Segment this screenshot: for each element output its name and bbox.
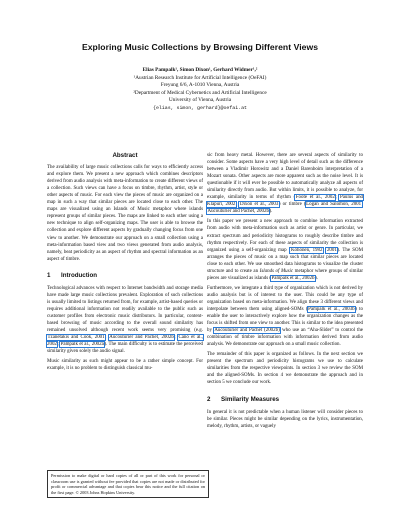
left-column [47,152,203,375]
citation-link[interactable]: Cano et al., 2002 [47,335,203,348]
paper-title: Exploring Music Collections by Browsing Different Views [81,42,319,52]
affiliation-1: ¹Austrian Research Institute for Artificial Intelligence (OeFAI) [133,74,267,81]
citation-link[interactable]: Pampalk et al., 2002a [60,342,104,348]
author-block [0,67,400,113]
citation-link[interactable]: Dixon et al., 2003 [239,202,279,208]
section-2-heading [207,396,363,403]
abstract-heading: Abstract [112,152,138,159]
copyright-footnote: Permission to make digital or hard copies of all or part of this work for personal or classroom use is granted without fee provided that copies are not made or distributed for profit or commercial advantage and that copies bear this notice and the full citation on the first page. © 2003 Johns Hopkins University. [47,470,209,498]
address-1: Freyung 6/6, A-1010 Vienna, Austria [160,82,240,89]
right-paragraph-3: Furthermore, we integrate a third type of organization which is not derived by audio analysis but is of interest to the user. This could be any type of organization based on meta-information. We align these 3 different views and interpolate between them using aligned-SOMs (Pampalk et al., 2003b) to enable the user to interactively explore how the organization changes as the focus is shifted from one view to another. This is similar to the idea presented by Aucouturier and Pachet (2002b) who use an “Aha-Slider” to control the combination of timbre information with information derived from audio analysis. We demonstrate our approach on a small music collection. [207,285,363,348]
right-paragraph-1: sic from heavy metal. However, there are several aspects of similarity to consider. Some aspects have a very high level of detail such as the difference between a Vladimir Horowitz and a Daniel Barenboim interpretation of a Mozart sonata. Other aspects are more apparent such as the noise level. It is questionable if it will ever be possible to automatically analyze all aspects of similarity directly from audio. But within limits, it is possible to analyze, for example, similarity in terms of rhythm (Foote et al., 2002; Paulus and Klapuri, 2002; Dixon et al., 2003) or timbre (Logan and Salomon, 2001; Aucouturier and Pachet, 2002b). [207,153,364,215]
author-names: Elias Pampalk¹, Simon Dixon¹, Gerhard Widmer¹,² [142,67,258,73]
intro-paragraph-1: Technological advances with respect to Internet bandwidth and storage media have made large music collections prevalent. Exploration of such collections is usually limited to listings returned from, for example, artist-based queries or requires additional information not readily available to the public such as customer profiles from electronic music distributors. In particular, content-based browsing of music according to the overall sound similarity has remained unsolved although recent work seems very promising (e.g. Tzanetakis and Cook, 2001; Aucouturier and Pachet, 2002b; Cano et al., 2002; Pampalk et al., 2002a). The main difficulty is to estimate the perceived similarity given solely the audio signal. [47,285,203,355]
affiliation-2: ²Department of Medical Cybernetics and Artificial Intelligence [133,89,267,96]
citation-link[interactable]: Aucouturier and Pachet (2002b) [214,328,280,334]
section-2-number: 2 [207,395,211,403]
citation-link[interactable]: Tzanetakis and Cook, 2001 [47,335,105,341]
abstract-text: The availability of large music collections calls for ways to efficiently access and explore them. We present a new approach which combines descriptors derived from audio analysis with meta-information to create different views of a collection. Such views can have a focus on timbre, rhythm, artist, style or other aspects of music. For each view the pieces of music are organized on a map in such a way that similar pieces are located close to each other. The maps are visualized using an Islands of Music metaphor where islands represent groups of similar pieces. The maps are linked to each other using a new technique to align self-organizing maps. The user is able to browse the collection and explore different aspects by gradually changing focus from one view to another. We demonstrate our approach on a small collection using a meta-information based view and two views generated from audio analysis, namely, beat periodicity as an aspect of rhythm and spectral information as an aspect of timbre. [47,165,203,262]
citation-link[interactable]: Paulus and Klapuri, 2002 [207,195,364,208]
section-1-number: 1 [47,271,51,279]
islands-of-music-term: Islands of Music [259,268,294,274]
section-2-title: Similarity Measures [221,395,280,403]
citation-link[interactable]: Logan and Salomon, 2001 [306,202,362,208]
address-2: University of Vienna, Austria [168,97,232,104]
right-paragraph-2: In this paper we present a new approach to combine information extracted from audio with meta-information such as artist or genre. In particular, we extract spectrum and periodicity histograms to roughly describe timbre and rhythm respectively. For each of these aspects of similarity the collection is organized using a self-organizing map (Kohonen, 1982, 2001). The SOM arranges the pieces of music on a map such that similar pieces are located close to each other. We use smoothed data histograms to visualize the cluster structure and to create an Islands of Music metaphor where groups of similar pieces are visualized as islands (Pampalk et al., 2002b). [207,219,364,281]
right-paragraph-4: The remainder of this paper is organized as follows. In the next section we present the spectrum and periodicity histograms we use to calculate similarities from the respective viewpoints. In section 3 we review the SOM and the aligned-SOMs. In section 4 we demonstrate the approach and in section 5 we conclude our work. [207,352,363,386]
citation-link[interactable]: Kohonen, 1982 [290,247,323,253]
section-2-paragraph-1: In general it is not predictable when a human listener will consider pieces to be similar. Pieces might be similar depending on the lyrics, instrumentation, melody, rhythm, artists, or vaguely [207,409,363,429]
citation-link[interactable]: Pampalk et al., 2002b [271,275,315,281]
citation-link[interactable]: Aucouturier and Pachet, 2002b [109,335,174,341]
citation-link[interactable]: Foote et al., 2002 [295,195,335,201]
citation-link[interactable]: Aucouturier and Pachet, 2002b [207,209,269,215]
section-1-title: Introduction [61,271,98,279]
right-column [207,152,363,433]
author-emails: {elias, simon, gerhard}@oefai.at [153,105,247,111]
intro-paragraph-2: Music similarity as such might appear to be a rather simple concept. For example, it is no problem to distinguish classical mu- [47,359,203,372]
section-1-heading [47,272,203,279]
citation-link[interactable]: 2001 [326,247,337,253]
citation-link[interactable]: Pampalk et al., 2003b [308,306,355,312]
